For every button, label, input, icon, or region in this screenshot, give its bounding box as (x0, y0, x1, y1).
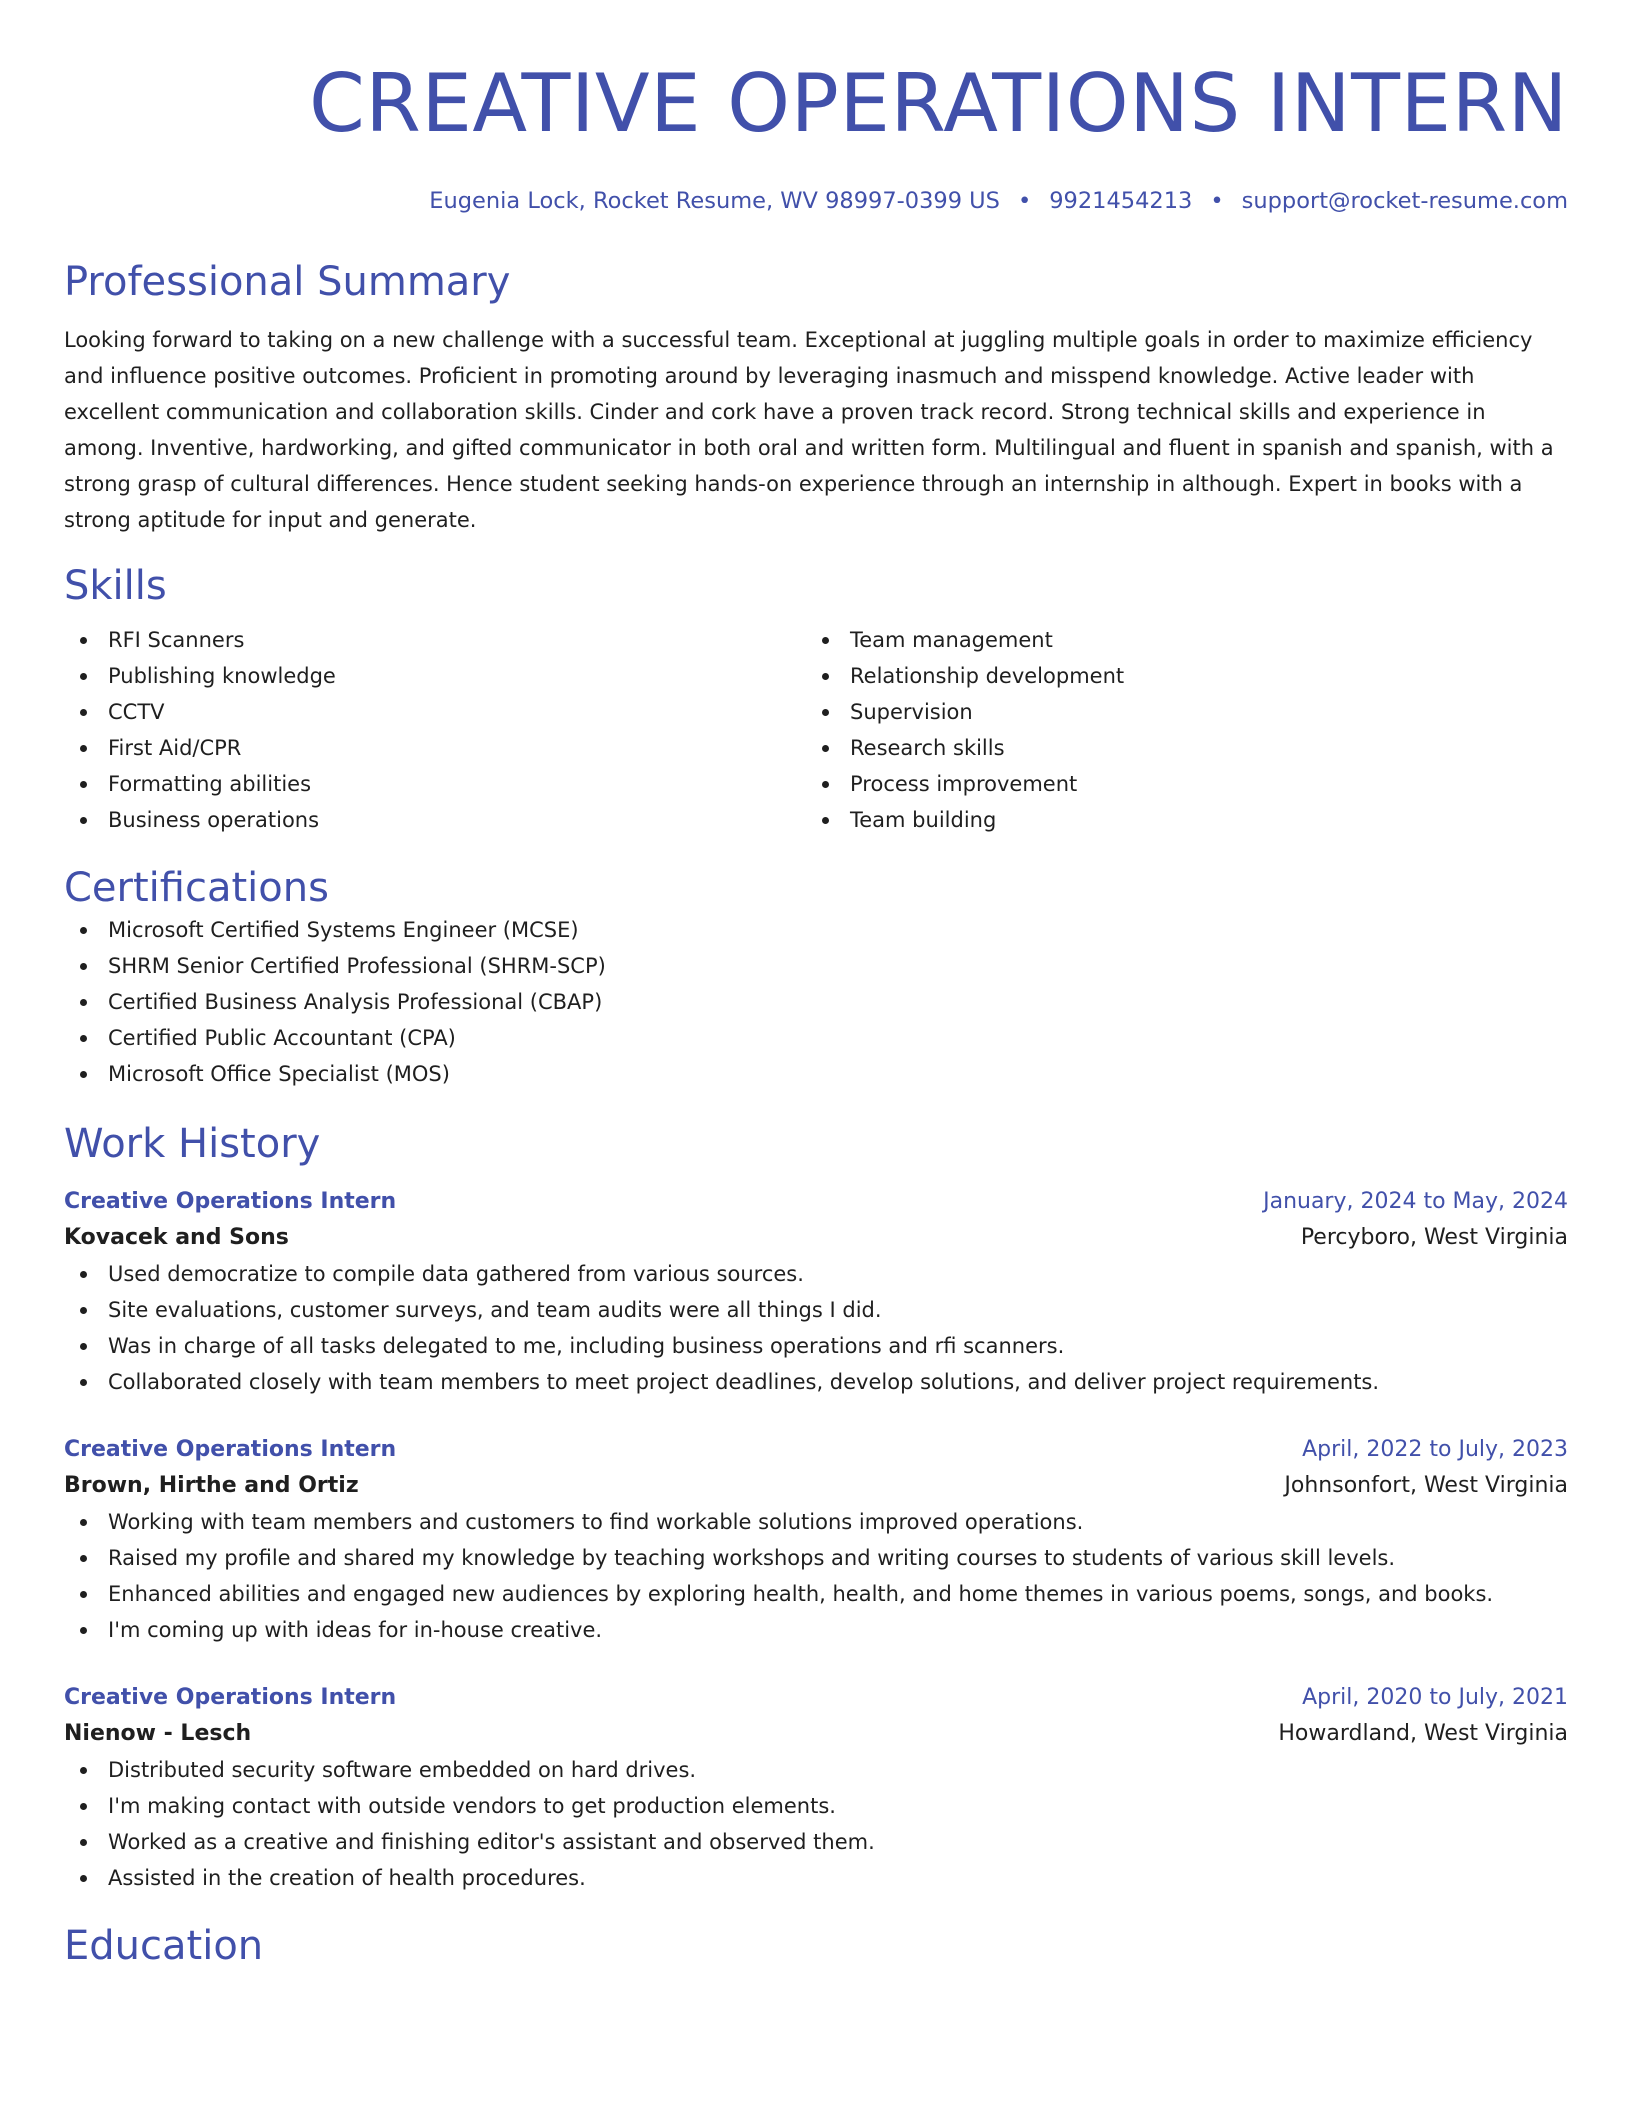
skill-item: Supervision (806, 694, 1548, 730)
contact-line (64, 186, 1568, 216)
resume-page (64, 0, 1568, 1970)
education-heading: Education (64, 1923, 264, 1969)
skill-item: CCTV (64, 694, 806, 730)
skills-heading: Skills (64, 563, 167, 609)
job-location: Howardland, West Virginia (1278, 1721, 1568, 1746)
skill-item: Team building (806, 802, 1548, 838)
job-dates: April, 2020 to July, 2021 (1302, 1685, 1568, 1710)
job-dates: April, 2022 to July, 2023 (1302, 1437, 1568, 1462)
certifications-list (64, 912, 1568, 1092)
job-bullet: Was in charge of all tasks delegated to me, including business operations and rfi scanners. (64, 1328, 1568, 1364)
job-bullet: I'm making contact with outside vendors to get production elements. (64, 1788, 1568, 1824)
skill-item: RFI Scanners (64, 622, 806, 658)
job-company: Brown, Hirthe and Ortiz (64, 1473, 359, 1498)
job-bullet: Distributed security software embedded on hard drives. (64, 1752, 1568, 1788)
job-bullet: Raised my profile and shared my knowledge by teaching workshops and writing courses to students of various skill levels. (64, 1540, 1568, 1576)
certification-item: Certified Public Accountant (CPA) (64, 1020, 1568, 1056)
job-bullet: Worked as a creative and finishing editor's assistant and observed them. (64, 1824, 1568, 1860)
skills-column-left (64, 622, 806, 838)
job-company: Nienow - Lesch (64, 1721, 252, 1746)
certification-item: Microsoft Office Specialist (MOS) (64, 1056, 1568, 1092)
job-location: Johnsonfort, West Virginia (1284, 1473, 1568, 1498)
work-history-heading: Work History (64, 1121, 321, 1167)
skill-item: Process improvement (806, 766, 1548, 802)
job-bullets (64, 1256, 1568, 1400)
job-bullet: Assisted in the creation of health procedures. (64, 1860, 1568, 1896)
job-entry (64, 1432, 1568, 1648)
job-title: Creative Operations Intern (64, 1685, 397, 1710)
skill-item: First Aid/CPR (64, 730, 806, 766)
certification-item: SHRM Senior Certified Professional (SHRM-SCP) (64, 948, 1568, 984)
skills-list-left (64, 622, 806, 838)
job-title: Creative Operations Intern (64, 1437, 397, 1462)
job-bullet: Working with team members and customers to find workable solutions improved operations. (64, 1504, 1568, 1540)
job-company: Kovacek and Sons (64, 1225, 289, 1250)
job-bullets (64, 1504, 1568, 1648)
job-entry (64, 1680, 1568, 1896)
contact-address: Eugenia Lock, Rocket Resume, WV 98997-0399 US (429, 188, 1000, 214)
resume-title: CREATIVE OPERATIONS INTERN (308, 57, 1568, 150)
job-dates: January, 2024 to May, 2024 (1263, 1189, 1568, 1214)
job-bullets (64, 1752, 1568, 1896)
certification-item: Certified Business Analysis Professional (CBAP) (64, 984, 1568, 1020)
job-bullet: Used democratize to compile data gathered from various sources. (64, 1256, 1568, 1292)
job-title-row (64, 1432, 1568, 1468)
skill-item: Research skills (806, 730, 1548, 766)
skills-column-right (806, 622, 1548, 838)
contact-separator: • (1017, 188, 1032, 214)
certifications-heading: Certifications (64, 865, 329, 911)
job-location: Percyboro, West Virginia (1300, 1225, 1568, 1250)
skill-item: Publishing knowledge (64, 658, 806, 694)
summary-heading: Professional Summary (64, 259, 511, 305)
summary-text: Looking forward to taking on a new challenge with a successful team. Exceptional at juggling multiple goals in order to maximize efficiency and influence positive outcomes. Proficient in promoting around by leveraging inasmuch and misspend knowledge. Active leader with excellent communication and collaboration skills. Cinder and cork have a proven track record. Strong technical skills and experience in among. Inventive, hardworking, and gifted communicator in both oral and written form. Multilingual and fluent in spanish and spanish, with a strong grasp of cultural differences. Hence student seeking hands-on experience through an internship in although. Expert in books with a strong aptitude for input and generate. (64, 328, 1554, 532)
job-bullet: Enhanced abilities and engaged new audiences by exploring health, health, and home themes in various poems, songs, and books. (64, 1576, 1568, 1612)
skill-item: Relationship development (806, 658, 1548, 694)
certification-item: Microsoft Certified Systems Engineer (MCSE) (64, 912, 1568, 948)
job-bullet: I'm coming up with ideas for in-house creative. (64, 1612, 1568, 1648)
skill-item: Team management (806, 622, 1548, 658)
skills-list-right (806, 622, 1548, 838)
job-company-row (64, 1716, 1568, 1752)
job-company-row (64, 1220, 1568, 1256)
skill-item: Business operations (64, 802, 806, 838)
skill-item: Formatting abilities (64, 766, 806, 802)
skills-grid (64, 622, 1568, 838)
job-entry (64, 1184, 1568, 1400)
contact-phone: 9921454213 (1049, 188, 1193, 214)
job-title: Creative Operations Intern (64, 1189, 397, 1214)
contact-email: support@rocket-resume.com (1241, 188, 1568, 214)
job-bullet: Collaborated closely with team members to meet project deadlines, develop solutions, and deliver project requirements. (64, 1364, 1568, 1400)
job-company-row (64, 1468, 1568, 1504)
job-bullet: Site evaluations, customer surveys, and team audits were all things I did. (64, 1292, 1568, 1328)
job-title-row (64, 1680, 1568, 1716)
contact-separator: • (1210, 188, 1224, 214)
job-title-row (64, 1184, 1568, 1220)
